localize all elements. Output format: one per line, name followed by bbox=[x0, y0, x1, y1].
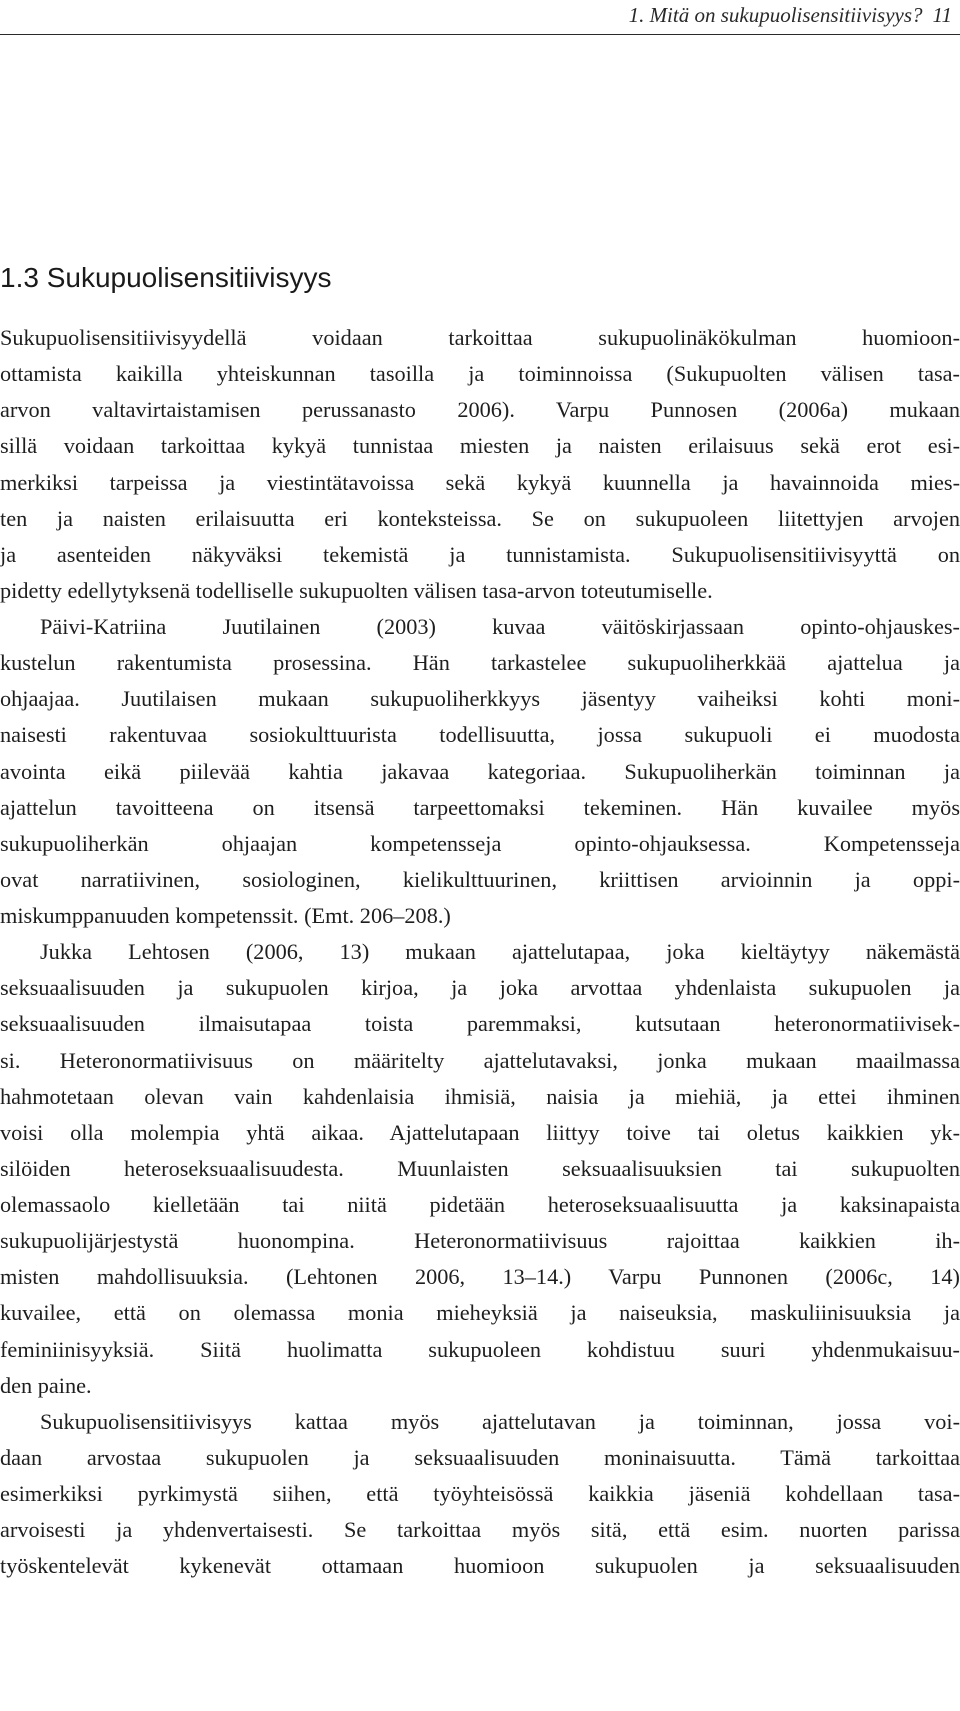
running-head bbox=[0, 0, 960, 35]
text-line: miskumppanuuden kompetenssit. (Emt. 206–208.) bbox=[0, 903, 451, 928]
chapter-title: 1. Mitä on sukupuolisensitiivisyys? bbox=[628, 3, 923, 27]
text-line: olemassaolo kielletään tai niitä pidetään heteroseksuaalisuutta ja kaksinapaista bbox=[0, 1192, 960, 1217]
page-number: 11 bbox=[932, 3, 952, 27]
text-line: Sukupuolisensitiivisyys kattaa myös ajattelutavan ja toiminnan, jossa voi- bbox=[40, 1408, 960, 1434]
text-line: kuvailee, että on olemassa monia mieheyksiä ja naiseuksia, maskuliinisuuksia ja bbox=[0, 1300, 960, 1326]
text-line: Sukupuolisensitiivisyydellä voidaan tarkoittaa sukupuolinäkökulman huomioon- bbox=[0, 325, 960, 350]
text-line: sukupuolijärjestystä huonompina. Heteronormatiivisuus rajoittaa kaikkien ih- bbox=[0, 1228, 960, 1254]
text-line: seksuaalisuuden ja sukupuolen kirjoa, ja joka arvottaa yhdenlaista sukupuolen ja bbox=[0, 975, 960, 1001]
text-line: naisesti rakentuvaa sosiokulttuurista todellisuutta, jossa sukupuoli ei muodosta bbox=[0, 722, 960, 748]
text-line: silöiden heteroseksuaalisuudesta. Muunlaisten seksuaalisuuksien tai sukupuolten bbox=[0, 1155, 960, 1181]
text-line: feminiinisyyksiä. Siitä huolimatta sukupuoleen kohdistuu suuri yhdenmukaisuu- bbox=[0, 1336, 960, 1362]
text-line: arvoisesti ja yhdenvertaisesti. Se tarkoittaa myös sitä, että esim. nuorten parissa bbox=[0, 1517, 960, 1543]
text-line: ajattelun tavoitteena on itsensä tarpeettomaksi tekeminen. Hän kuvailee myös bbox=[0, 794, 960, 820]
text-line: daan arvostaa sukupuolen ja seksuaalisuuden moninaisuutta. Tämä tarkoittaa bbox=[0, 1444, 960, 1470]
text-line: ja asenteiden näkyväksi tekemistä ja tunnistamista. Sukupuolisensitiivisyyttä on bbox=[0, 541, 960, 567]
section-heading: 1.3 Sukupuolisensitiivisyys bbox=[0, 262, 332, 293]
text-line: avointa eikä piilevää kahtia jakavaa kategoriaa. Sukupuoliherkän toiminnan ja bbox=[0, 758, 960, 784]
text-line: pidetty edellytyksenä todelliselle sukupuolten välisen tasa-arvon toteutumiselle. bbox=[0, 577, 713, 603]
text-line: ovat narratiivinen, sosiologinen, kielikulttuurinen, kriittisen arvioinnin ja oppi- bbox=[0, 866, 960, 892]
text-line: sillä voidaan tarkoittaa kykyä tunnistaa miesten ja naisten erilaisuus sekä erot esi- bbox=[0, 433, 960, 459]
text-line: ohjaajaa. Juutilaisen mukaan sukupuoliherkkyys jäsentyy vaiheiksi kohti moni- bbox=[0, 686, 960, 712]
text-line: voisi olla molempia yhtä aikaa. Ajattelutapaan liittyy toive tai oletus kaikkien yk- bbox=[0, 1119, 960, 1145]
text-line: merkiksi tarpeissa ja viestintätavoissa sekä kykyä kuunnella ja havainnoida mies- bbox=[0, 469, 960, 495]
text-line: kustelun rakentumista prosessina. Hän tarkastelee sukupuoliherkkää ajattelua ja bbox=[0, 650, 960, 676]
text-line: Päivi-Katriina Juutilainen (2003) kuvaa väitöskirjassaan opinto-ohjauskes- bbox=[40, 614, 960, 639]
text-line: misten mahdollisuuksia. (Lehtonen 2006, 13–14.) Varpu Punnonen (2006c, 14) bbox=[0, 1264, 960, 1290]
text-line: sukupuoliherkän ohjaajan kompetensseja opinto-ohjauksessa. Kompetensseja bbox=[0, 830, 960, 856]
text-line: työskentelevät kykenevät ottamaan huomioon sukupuolen ja seksuaalisuuden bbox=[0, 1553, 960, 1579]
text-line: seksuaalisuuden ilmaisutapaa toista paremmaksi, kutsutaan heteronormatiivisek- bbox=[0, 1011, 960, 1037]
text-line: hahmotetaan olevan vain kahdenlaisia ihmisiä, naisia ja miehiä, ja ettei ihminen bbox=[0, 1083, 960, 1109]
text-line: arvon valtavirtaistamisen perussanasto 2006). Varpu Punnosen (2006a) mukaan bbox=[0, 397, 960, 423]
text-line: esimerkiksi pyrkimystä siihen, että työyhteisössä kaikkia jäseniä kohdellaan tasa- bbox=[0, 1481, 960, 1506]
text-line: ten ja naisten erilaisuutta eri konteksteissa. Se on sukupuoleen liitettyjen arvojen bbox=[0, 505, 960, 531]
text-line: Jukka Lehtosen (2006, 13) mukaan ajattelutapaa, joka kieltäytyy näkemästä bbox=[40, 939, 960, 965]
text-line: ottamista kaikilla yhteiskunnan tasoilla ja toiminnoissa (Sukupuolten välisen tasa- bbox=[0, 361, 960, 387]
running-head-text bbox=[629, 3, 952, 28]
body-text bbox=[0, 320, 960, 1584]
text-line: den paine. bbox=[0, 1372, 92, 1398]
text-line: si. Heteronormatiivisuus on määritelty ajattelutavaksi, jonka mukaan maailmassa bbox=[0, 1047, 960, 1073]
